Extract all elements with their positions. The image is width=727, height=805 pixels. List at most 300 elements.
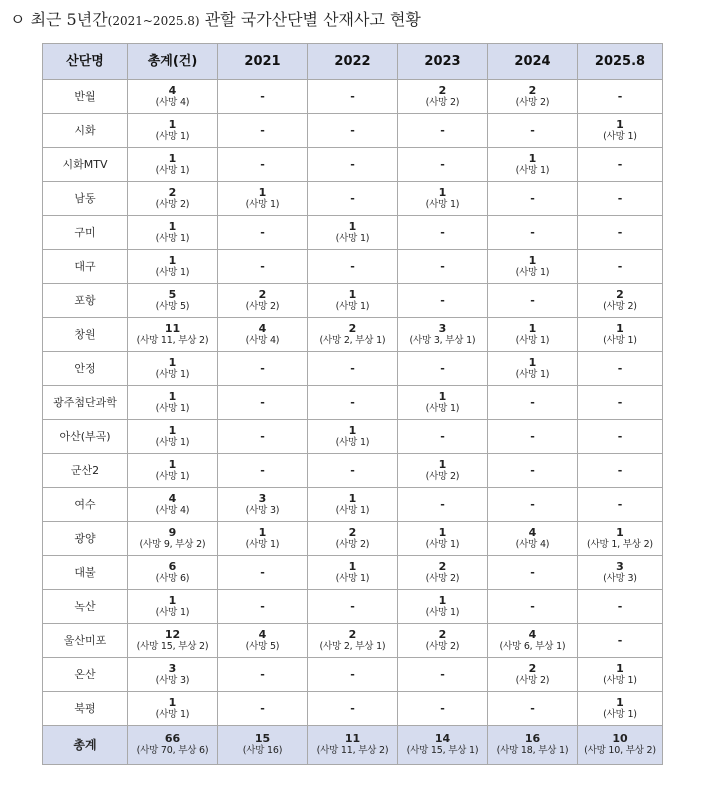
document-title [10, 6, 421, 34]
casualty-detail: (사망 2) [425, 470, 460, 482]
case-count: - [260, 361, 265, 375]
table-cell [128, 522, 218, 556]
case-count: - [530, 429, 535, 443]
casualty-detail: (사망 2) [425, 640, 460, 652]
case-count: 3 [258, 491, 267, 505]
casualty-detail: (사망 1) [245, 538, 280, 550]
case-count: 2 [438, 559, 447, 573]
case-count: - [530, 293, 535, 307]
case-count: 2 [348, 525, 357, 539]
casualty-detail: (사망 1) [155, 402, 190, 414]
table-cell [488, 522, 578, 556]
complex-name: 군산2 [43, 454, 128, 488]
title-rest: 관할 국가산단별 산재사고 현황 [204, 10, 421, 29]
table-cell [398, 454, 488, 488]
table-cell [128, 114, 218, 148]
casualty-detail: (사망 2) [425, 572, 460, 584]
table-cell [128, 352, 218, 386]
case-count: - [260, 701, 265, 715]
case-count: - [350, 89, 355, 103]
table-cell [218, 624, 308, 658]
table-cell [578, 488, 663, 522]
case-count: 1 [616, 117, 624, 131]
table-row [43, 454, 663, 488]
casualty-detail: (사망 1) [155, 232, 190, 244]
case-count: 1 [348, 219, 357, 233]
case-count: - [260, 225, 265, 239]
table-row [43, 80, 663, 114]
case-count: 15 [254, 732, 271, 745]
table-cell [308, 250, 398, 284]
casualty-detail: (사망 1) [335, 504, 370, 516]
case-count: - [530, 225, 535, 239]
table-cell [578, 420, 663, 454]
case-count: 2 [616, 287, 624, 301]
case-count: - [350, 191, 355, 205]
case-count: - [617, 361, 623, 375]
casualty-detail: (사망 1) [245, 198, 280, 210]
case-count: 2 [528, 661, 537, 675]
table-cell [398, 488, 488, 522]
casualty-detail: (사망 4) [155, 96, 190, 108]
case-count: 4 [168, 491, 177, 505]
table-cell [308, 556, 398, 590]
casualty-detail: (사망 1) [155, 606, 190, 618]
case-count: - [617, 191, 623, 205]
table-cell [578, 352, 663, 386]
complex-name: 북평 [43, 692, 128, 726]
casualty-detail: (사망 11, 부상 2) [316, 745, 389, 756]
table-cell [308, 182, 398, 216]
case-count: 1 [168, 593, 177, 607]
table-cell [578, 624, 663, 658]
casualty-detail: (사망 6, 부상 1) [499, 640, 566, 652]
case-count: - [350, 157, 355, 171]
casualty-detail: (사망 1) [515, 266, 550, 278]
table-cell [578, 522, 663, 556]
table-cell [488, 182, 578, 216]
case-count: - [617, 497, 623, 511]
table-cell [488, 692, 578, 726]
case-count: 1 [168, 117, 177, 131]
table-cell [308, 114, 398, 148]
table-cell [398, 80, 488, 114]
casualty-detail: (사망 15, 부상 2) [136, 640, 209, 652]
table-cell [308, 386, 398, 420]
case-count: - [260, 599, 265, 613]
table-cell [218, 352, 308, 386]
table-cell [398, 318, 488, 352]
case-count: 4 [528, 627, 537, 641]
table-cell [308, 590, 398, 624]
table-cell [308, 284, 398, 318]
total-label: 총계 [43, 726, 128, 765]
table-cell [398, 114, 488, 148]
table-cell [578, 114, 663, 148]
table-cell [218, 80, 308, 114]
case-count: 2 [438, 83, 447, 97]
table-cell [398, 216, 488, 250]
table-cell [128, 250, 218, 284]
casualty-detail: (사망 2, 부상 1) [319, 640, 386, 652]
casualty-detail: (사망 1) [155, 266, 190, 278]
table-cell [308, 692, 398, 726]
case-count: - [617, 599, 623, 613]
column-header: 2025.8 [578, 44, 663, 80]
case-count: 3 [168, 661, 177, 675]
casualty-detail: (사망 1) [155, 368, 190, 380]
casualty-detail: (사망 2) [335, 538, 370, 550]
table-row [43, 556, 663, 590]
case-count: - [350, 395, 355, 409]
case-count: 1 [168, 219, 177, 233]
casualty-detail: (사망 16) [242, 745, 283, 756]
case-count: - [440, 497, 445, 511]
table-cell [488, 726, 578, 765]
table-cell [488, 590, 578, 624]
case-count: - [440, 123, 445, 137]
table-cell [128, 556, 218, 590]
table-cell [578, 148, 663, 182]
table-cell [308, 216, 398, 250]
complex-name: 울산미포 [43, 624, 128, 658]
table-cell [578, 556, 663, 590]
case-count: - [440, 667, 445, 681]
table-cell [488, 454, 578, 488]
table-cell [218, 590, 308, 624]
complex-name: 여수 [43, 488, 128, 522]
complex-name: 창원 [43, 318, 128, 352]
title-bullet: ㅇ [10, 10, 26, 29]
title-lead: 최근 5년간 [30, 10, 108, 29]
table-cell [128, 420, 218, 454]
table-cell [578, 386, 663, 420]
table-cell [578, 454, 663, 488]
case-count: - [350, 123, 355, 137]
table-cell [578, 182, 663, 216]
case-count: 12 [164, 627, 181, 641]
case-count: - [617, 395, 623, 409]
casualty-detail: (사망 1) [155, 130, 190, 142]
table-cell [488, 250, 578, 284]
column-header: 산단명 [43, 44, 128, 80]
case-count: - [260, 565, 265, 579]
casualty-detail: (사망 10, 부상 2) [584, 745, 656, 756]
casualty-detail: (사망 2) [603, 300, 637, 312]
casualty-detail: (사망 1) [335, 572, 370, 584]
case-count: - [260, 123, 265, 137]
casualty-detail: (사망 1) [603, 708, 637, 720]
table-cell [218, 318, 308, 352]
case-count: 1 [168, 151, 177, 165]
table-cell [488, 624, 578, 658]
case-count: 11 [344, 732, 361, 745]
case-count: 1 [616, 525, 624, 539]
casualty-detail: (사망 15, 부상 1) [406, 745, 479, 756]
case-count: - [617, 157, 623, 171]
complex-name: 광주첨단과학 [43, 386, 128, 420]
casualty-detail: (사망 2) [245, 300, 280, 312]
casualty-detail: (사망 1) [515, 368, 550, 380]
case-count: 4 [168, 83, 177, 97]
casualty-detail: (사망 5) [245, 640, 280, 652]
table-row [43, 522, 663, 556]
table-row [43, 420, 663, 454]
table-row [43, 250, 663, 284]
casualty-detail: (사망 3) [245, 504, 280, 516]
table-cell [488, 556, 578, 590]
complex-name: 반월 [43, 80, 128, 114]
case-count: 10 [612, 732, 628, 745]
table-cell [308, 488, 398, 522]
table-cell [128, 182, 218, 216]
case-count: 1 [528, 151, 537, 165]
case-count: 2 [258, 287, 267, 301]
table-cell [488, 658, 578, 692]
complex-name: 아산(부곡) [43, 420, 128, 454]
case-count: 2 [168, 185, 177, 199]
table-cell [578, 250, 663, 284]
table-row [43, 488, 663, 522]
casualty-detail: (사망 5) [155, 300, 190, 312]
table-cell [308, 522, 398, 556]
table-cell [488, 386, 578, 420]
table-row [43, 182, 663, 216]
accident-table [42, 43, 663, 765]
case-count: - [440, 225, 445, 239]
table-cell [218, 386, 308, 420]
table-cell [308, 318, 398, 352]
casualty-detail: (사망 3) [155, 674, 190, 686]
table-row [43, 148, 663, 182]
table-foot [43, 726, 663, 765]
column-header: 2024 [488, 44, 578, 80]
table-row [43, 318, 663, 352]
table-row [43, 284, 663, 318]
table-cell [578, 80, 663, 114]
table-cell [398, 624, 488, 658]
table-cell [128, 80, 218, 114]
case-count: 1 [168, 389, 177, 403]
case-count: - [440, 701, 445, 715]
table-row [43, 114, 663, 148]
case-count: 1 [438, 185, 447, 199]
case-count: 1 [528, 321, 537, 335]
table-row [43, 216, 663, 250]
case-count: 4 [528, 525, 537, 539]
case-count: - [440, 259, 445, 273]
complex-name: 녹산 [43, 590, 128, 624]
casualty-detail: (사망 1) [155, 164, 190, 176]
table-cell [308, 352, 398, 386]
case-count: 1 [168, 355, 177, 369]
complex-name: 구미 [43, 216, 128, 250]
table-cell [308, 726, 398, 765]
table-row [43, 692, 663, 726]
case-count: 1 [528, 355, 537, 369]
casualty-detail: (사망 1) [425, 402, 460, 414]
table-cell [218, 420, 308, 454]
casualty-detail: (사망 1) [603, 674, 637, 686]
case-count: - [530, 565, 535, 579]
total-row [43, 726, 663, 765]
table-cell [578, 726, 663, 765]
table-cell [398, 590, 488, 624]
case-count: - [350, 599, 355, 613]
table-cell [308, 80, 398, 114]
case-count: 11 [164, 321, 181, 335]
casualty-detail: (사망 6) [155, 572, 190, 584]
casualty-detail: (사망 1) [425, 198, 460, 210]
table-cell [398, 692, 488, 726]
casualty-detail: (사망 1) [155, 436, 190, 448]
case-count: - [260, 463, 265, 477]
table-cell [488, 216, 578, 250]
case-count: 4 [258, 321, 267, 335]
table-cell [308, 454, 398, 488]
case-count: 2 [348, 627, 357, 641]
complex-name: 온산 [43, 658, 128, 692]
case-count: 2 [438, 627, 447, 641]
case-count: 1 [528, 253, 537, 267]
table-cell [218, 522, 308, 556]
table-cell [488, 80, 578, 114]
casualty-detail: (사망 1) [155, 470, 190, 482]
casualty-detail: (사망 1) [425, 538, 460, 550]
case-count: 1 [258, 525, 267, 539]
table-cell [398, 250, 488, 284]
column-header: 2022 [308, 44, 398, 80]
complex-name: 포항 [43, 284, 128, 318]
table-cell [488, 114, 578, 148]
case-count: - [260, 157, 265, 171]
complex-name: 대구 [43, 250, 128, 284]
title-period: (2021~2025.8) [107, 14, 200, 28]
table-row [43, 658, 663, 692]
case-count: - [260, 395, 265, 409]
casualty-detail: (사망 4) [245, 334, 280, 346]
table-cell [128, 318, 218, 352]
casualty-detail: (사망 4) [155, 504, 190, 516]
case-count: 1 [168, 457, 177, 471]
table-cell [218, 726, 308, 765]
case-count: - [530, 191, 535, 205]
case-count: - [530, 395, 535, 409]
case-count: 1 [348, 423, 357, 437]
table-cell [128, 454, 218, 488]
case-count: 1 [438, 457, 447, 471]
table-cell [398, 148, 488, 182]
table-cell [398, 726, 488, 765]
complex-name: 안정 [43, 352, 128, 386]
table-cell [218, 250, 308, 284]
case-count: 16 [524, 732, 541, 745]
table-cell [308, 658, 398, 692]
case-count: 14 [434, 732, 451, 745]
case-count: 9 [168, 525, 177, 539]
table-cell [308, 148, 398, 182]
case-count: - [350, 701, 355, 715]
case-count: 5 [168, 287, 177, 301]
column-header: 2023 [398, 44, 488, 80]
casualty-detail: (사망 1) [603, 130, 637, 142]
table-cell [128, 658, 218, 692]
case-count: - [440, 293, 445, 307]
case-count: - [530, 701, 535, 715]
case-count: 1 [616, 321, 624, 335]
table-cell [218, 454, 308, 488]
casualty-detail: (사망 1) [155, 708, 190, 720]
table-cell [488, 318, 578, 352]
table-cell [578, 692, 663, 726]
case-count: 1 [438, 389, 447, 403]
casualty-detail: (사망 1, 부상 2) [587, 538, 653, 550]
case-count: 1 [616, 661, 624, 675]
casualty-detail: (사망 3) [603, 572, 637, 584]
casualty-detail: (사망 4) [515, 538, 550, 550]
table-cell [128, 148, 218, 182]
case-count: - [260, 259, 265, 273]
case-count: 1 [348, 559, 357, 573]
case-count: - [617, 633, 623, 647]
table-row [43, 386, 663, 420]
case-count: 1 [348, 491, 357, 505]
table-cell [488, 352, 578, 386]
table-cell [128, 216, 218, 250]
case-count: 2 [528, 83, 537, 97]
table-cell [128, 590, 218, 624]
case-count: 1 [438, 593, 447, 607]
table-cell [308, 420, 398, 454]
case-count: - [350, 361, 355, 375]
table-cell [488, 148, 578, 182]
casualty-detail: (사망 1) [335, 232, 370, 244]
table-cell [488, 284, 578, 318]
table-row [43, 624, 663, 658]
table-cell [578, 284, 663, 318]
case-count: - [260, 89, 265, 103]
casualty-detail: (사망 2, 부상 1) [319, 334, 386, 346]
table-cell [218, 148, 308, 182]
casualty-detail: (사망 1) [425, 606, 460, 618]
table-cell [218, 284, 308, 318]
table-cell [218, 216, 308, 250]
table-cell [308, 624, 398, 658]
case-count: 66 [164, 732, 181, 745]
casualty-detail: (사망 11, 부상 2) [136, 334, 209, 346]
casualty-detail: (사망 9, 부상 2) [139, 538, 206, 550]
table-cell [398, 556, 488, 590]
table-row [43, 352, 663, 386]
table-cell [398, 658, 488, 692]
casualty-detail: (사망 1) [335, 436, 370, 448]
case-count: 1 [168, 423, 177, 437]
table-body [43, 80, 663, 726]
case-count: - [260, 429, 265, 443]
casualty-detail: (사망 70, 부상 6) [136, 745, 209, 756]
header-row [43, 44, 663, 80]
column-header: 2021 [218, 44, 308, 80]
table-cell [398, 420, 488, 454]
case-count: 3 [616, 559, 624, 573]
case-count: 6 [168, 559, 177, 573]
casualty-detail: (사망 1) [515, 164, 550, 176]
table-cell [578, 318, 663, 352]
table-cell [398, 352, 488, 386]
case-count: - [617, 89, 623, 103]
case-count: 1 [438, 525, 447, 539]
table-cell [128, 692, 218, 726]
